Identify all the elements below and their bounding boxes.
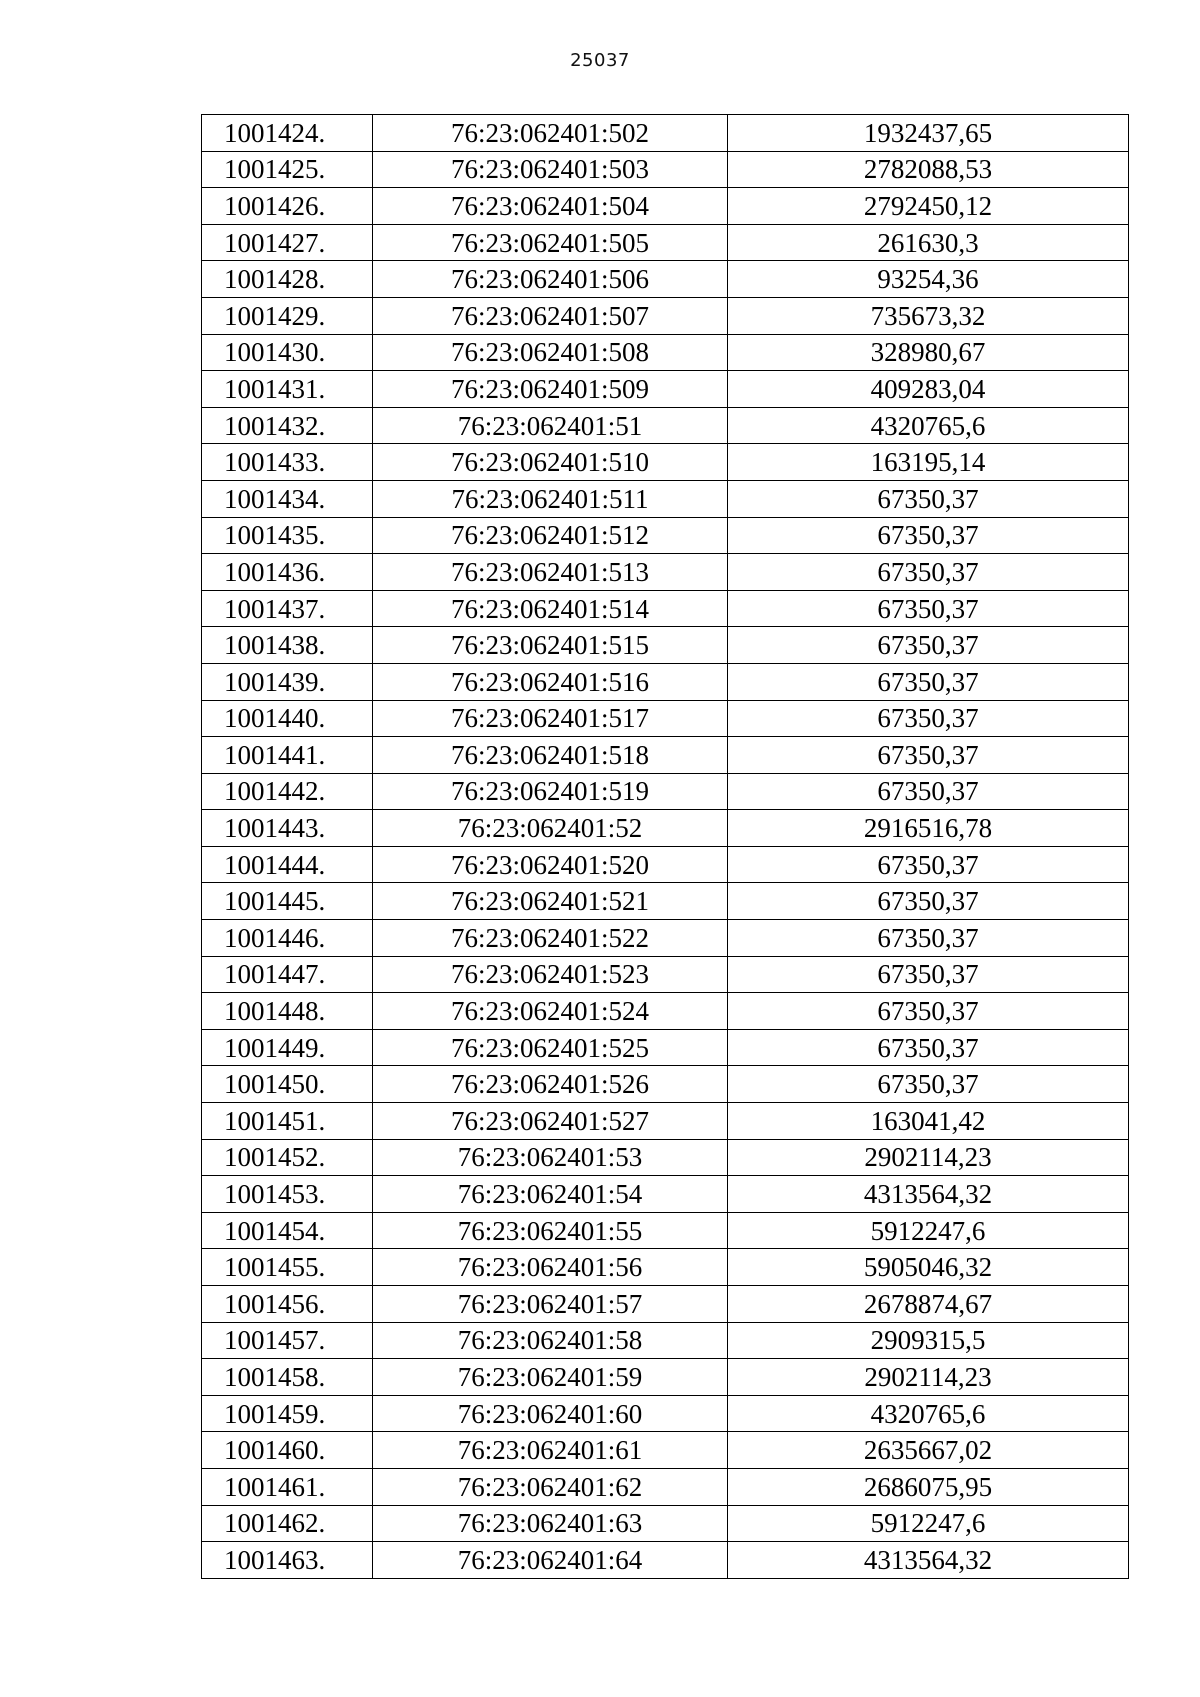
cadastral-number-cell: 76:23:062401:518 [373, 737, 728, 774]
table-row [202, 993, 1129, 1030]
cadastral-value-table [201, 114, 1129, 1579]
table-row [202, 846, 1129, 883]
cadastral-value-cell: 67350,37 [728, 1066, 1129, 1103]
cadastral-number-cell: 76:23:062401:55 [373, 1212, 728, 1249]
row-number-cell: 1001452. [202, 1139, 373, 1176]
row-number-cell: 1001424. [202, 115, 373, 152]
cadastral-number-cell: 76:23:062401:519 [373, 773, 728, 810]
row-number-cell: 1001450. [202, 1066, 373, 1103]
table-row [202, 224, 1129, 261]
table-row [202, 1322, 1129, 1359]
row-number-cell: 1001442. [202, 773, 373, 810]
cadastral-value-cell: 67350,37 [728, 627, 1129, 664]
table-row [202, 334, 1129, 371]
row-number-cell: 1001438. [202, 627, 373, 664]
table-row [202, 188, 1129, 225]
row-number-cell: 1001447. [202, 956, 373, 993]
cadastral-number-cell: 76:23:062401:525 [373, 1029, 728, 1066]
cadastral-value-cell: 2909315,5 [728, 1322, 1129, 1359]
row-number-cell: 1001456. [202, 1286, 373, 1323]
cadastral-value-cell: 67350,37 [728, 663, 1129, 700]
cadastral-value-cell: 2635667,02 [728, 1432, 1129, 1469]
cadastral-number-cell: 76:23:062401:51 [373, 407, 728, 444]
cadastral-value-cell: 67350,37 [728, 590, 1129, 627]
row-number-cell: 1001458. [202, 1359, 373, 1396]
table-row [202, 1505, 1129, 1542]
cadastral-number-cell: 76:23:062401:52 [373, 810, 728, 847]
cadastral-value-cell: 4320765,6 [728, 407, 1129, 444]
cadastral-value-cell: 67350,37 [728, 846, 1129, 883]
cadastral-value-cell: 67350,37 [728, 554, 1129, 591]
table-row [202, 1468, 1129, 1505]
table-body [202, 115, 1129, 1579]
row-number-cell: 1001443. [202, 810, 373, 847]
row-number-cell: 1001461. [202, 1468, 373, 1505]
cadastral-number-cell: 76:23:062401:508 [373, 334, 728, 371]
cadastral-value-cell: 67350,37 [728, 993, 1129, 1030]
cadastral-number-cell: 76:23:062401:521 [373, 883, 728, 920]
cadastral-value-cell: 67350,37 [728, 737, 1129, 774]
cadastral-value-cell: 2686075,95 [728, 1468, 1129, 1505]
cadastral-value-cell: 5912247,6 [728, 1505, 1129, 1542]
table-row [202, 517, 1129, 554]
row-number-cell: 1001446. [202, 920, 373, 957]
cadastral-number-cell: 76:23:062401:56 [373, 1249, 728, 1286]
row-number-cell: 1001459. [202, 1395, 373, 1432]
table-row [202, 1103, 1129, 1140]
row-number-cell: 1001439. [202, 663, 373, 700]
table-row [202, 1432, 1129, 1469]
table-row [202, 1139, 1129, 1176]
row-number-cell: 1001430. [202, 334, 373, 371]
row-number-cell: 1001454. [202, 1212, 373, 1249]
row-number-cell: 1001462. [202, 1505, 373, 1542]
row-number-cell: 1001426. [202, 188, 373, 225]
cadastral-value-cell: 2916516,78 [728, 810, 1129, 847]
table-row [202, 1066, 1129, 1103]
row-number-cell: 1001440. [202, 700, 373, 737]
cadastral-number-cell: 76:23:062401:520 [373, 846, 728, 883]
row-number-cell: 1001451. [202, 1103, 373, 1140]
table-row [202, 1286, 1129, 1323]
cadastral-number-cell: 76:23:062401:64 [373, 1542, 728, 1579]
cadastral-value-cell: 5905046,32 [728, 1249, 1129, 1286]
row-number-cell: 1001444. [202, 846, 373, 883]
cadastral-number-cell: 76:23:062401:511 [373, 480, 728, 517]
table-row [202, 151, 1129, 188]
cadastral-number-cell: 76:23:062401:504 [373, 188, 728, 225]
cadastral-number-cell: 76:23:062401:513 [373, 554, 728, 591]
cadastral-value-cell: 261630,3 [728, 224, 1129, 261]
table-row [202, 1359, 1129, 1396]
table-row [202, 1249, 1129, 1286]
table-row [202, 737, 1129, 774]
table-row [202, 261, 1129, 298]
table-row [202, 554, 1129, 591]
cadastral-number-cell: 76:23:062401:524 [373, 993, 728, 1030]
cadastral-number-cell: 76:23:062401:507 [373, 297, 728, 334]
table-row [202, 627, 1129, 664]
cadastral-number-cell: 76:23:062401:53 [373, 1139, 728, 1176]
cadastral-number-cell: 76:23:062401:512 [373, 517, 728, 554]
cadastral-value-cell: 5912247,6 [728, 1212, 1129, 1249]
cadastral-number-cell: 76:23:062401:522 [373, 920, 728, 957]
row-number-cell: 1001431. [202, 371, 373, 408]
table-row [202, 700, 1129, 737]
row-number-cell: 1001460. [202, 1432, 373, 1469]
cadastral-value-cell: 163041,42 [728, 1103, 1129, 1140]
cadastral-value-cell: 2782088,53 [728, 151, 1129, 188]
cadastral-value-cell: 67350,37 [728, 920, 1129, 957]
cadastral-number-cell: 76:23:062401:502 [373, 115, 728, 152]
cadastral-value-cell: 67350,37 [728, 773, 1129, 810]
table-row [202, 1176, 1129, 1213]
table-row [202, 1029, 1129, 1066]
cadastral-value-cell: 1932437,65 [728, 115, 1129, 152]
cadastral-value-cell: 67350,37 [728, 1029, 1129, 1066]
table-row [202, 590, 1129, 627]
cadastral-value-cell: 2792450,12 [728, 188, 1129, 225]
row-number-cell: 1001435. [202, 517, 373, 554]
table-row [202, 883, 1129, 920]
cadastral-number-cell: 76:23:062401:57 [373, 1286, 728, 1323]
cadastral-number-cell: 76:23:062401:523 [373, 956, 728, 993]
cadastral-value-cell: 735673,32 [728, 297, 1129, 334]
cadastral-number-cell: 76:23:062401:527 [373, 1103, 728, 1140]
row-number-cell: 1001432. [202, 407, 373, 444]
row-number-cell: 1001448. [202, 993, 373, 1030]
cadastral-value-cell: 4313564,32 [728, 1542, 1129, 1579]
table-row [202, 1395, 1129, 1432]
cadastral-number-cell: 76:23:062401:526 [373, 1066, 728, 1103]
row-number-cell: 1001463. [202, 1542, 373, 1579]
cadastral-value-cell: 67350,37 [728, 480, 1129, 517]
table-row [202, 407, 1129, 444]
row-number-cell: 1001445. [202, 883, 373, 920]
table-row [202, 1212, 1129, 1249]
cadastral-number-cell: 76:23:062401:62 [373, 1468, 728, 1505]
cadastral-number-cell: 76:23:062401:503 [373, 151, 728, 188]
row-number-cell: 1001449. [202, 1029, 373, 1066]
cadastral-number-cell: 76:23:062401:54 [373, 1176, 728, 1213]
cadastral-value-cell: 93254,36 [728, 261, 1129, 298]
table-row [202, 480, 1129, 517]
table-row [202, 810, 1129, 847]
row-number-cell: 1001434. [202, 480, 373, 517]
cadastral-number-cell: 76:23:062401:515 [373, 627, 728, 664]
cadastral-number-cell: 76:23:062401:59 [373, 1359, 728, 1396]
cadastral-value-cell: 4320765,6 [728, 1395, 1129, 1432]
cadastral-number-cell: 76:23:062401:514 [373, 590, 728, 627]
cadastral-value-cell: 67350,37 [728, 956, 1129, 993]
table-row [202, 297, 1129, 334]
table-row [202, 663, 1129, 700]
row-number-cell: 1001428. [202, 261, 373, 298]
cadastral-value-cell: 67350,37 [728, 883, 1129, 920]
cadastral-number-cell: 76:23:062401:61 [373, 1432, 728, 1469]
cadastral-number-cell: 76:23:062401:63 [373, 1505, 728, 1542]
cadastral-number-cell: 76:23:062401:516 [373, 663, 728, 700]
row-number-cell: 1001437. [202, 590, 373, 627]
page-number: 25037 [570, 50, 630, 71]
cadastral-value-cell: 409283,04 [728, 371, 1129, 408]
row-number-cell: 1001436. [202, 554, 373, 591]
table-row [202, 371, 1129, 408]
row-number-cell: 1001455. [202, 1249, 373, 1286]
cadastral-number-cell: 76:23:062401:517 [373, 700, 728, 737]
cadastral-value-cell: 2902114,23 [728, 1359, 1129, 1396]
table-row [202, 956, 1129, 993]
row-number-cell: 1001427. [202, 224, 373, 261]
table-row [202, 444, 1129, 481]
cadastral-value-cell: 67350,37 [728, 517, 1129, 554]
cadastral-number-cell: 76:23:062401:506 [373, 261, 728, 298]
cadastral-number-cell: 76:23:062401:509 [373, 371, 728, 408]
row-number-cell: 1001429. [202, 297, 373, 334]
table-row [202, 773, 1129, 810]
table-row [202, 920, 1129, 957]
cadastral-value-cell: 328980,67 [728, 334, 1129, 371]
row-number-cell: 1001425. [202, 151, 373, 188]
cadastral-value-cell: 67350,37 [728, 700, 1129, 737]
cadastral-value-cell: 163195,14 [728, 444, 1129, 481]
row-number-cell: 1001433. [202, 444, 373, 481]
row-number-cell: 1001441. [202, 737, 373, 774]
row-number-cell: 1001457. [202, 1322, 373, 1359]
cadastral-number-cell: 76:23:062401:58 [373, 1322, 728, 1359]
table-row [202, 1542, 1129, 1579]
cadastral-value-cell: 2902114,23 [728, 1139, 1129, 1176]
table-row [202, 115, 1129, 152]
cadastral-value-cell: 2678874,67 [728, 1286, 1129, 1323]
cadastral-number-cell: 76:23:062401:510 [373, 444, 728, 481]
cadastral-number-cell: 76:23:062401:60 [373, 1395, 728, 1432]
row-number-cell: 1001453. [202, 1176, 373, 1213]
cadastral-value-cell: 4313564,32 [728, 1176, 1129, 1213]
cadastral-number-cell: 76:23:062401:505 [373, 224, 728, 261]
